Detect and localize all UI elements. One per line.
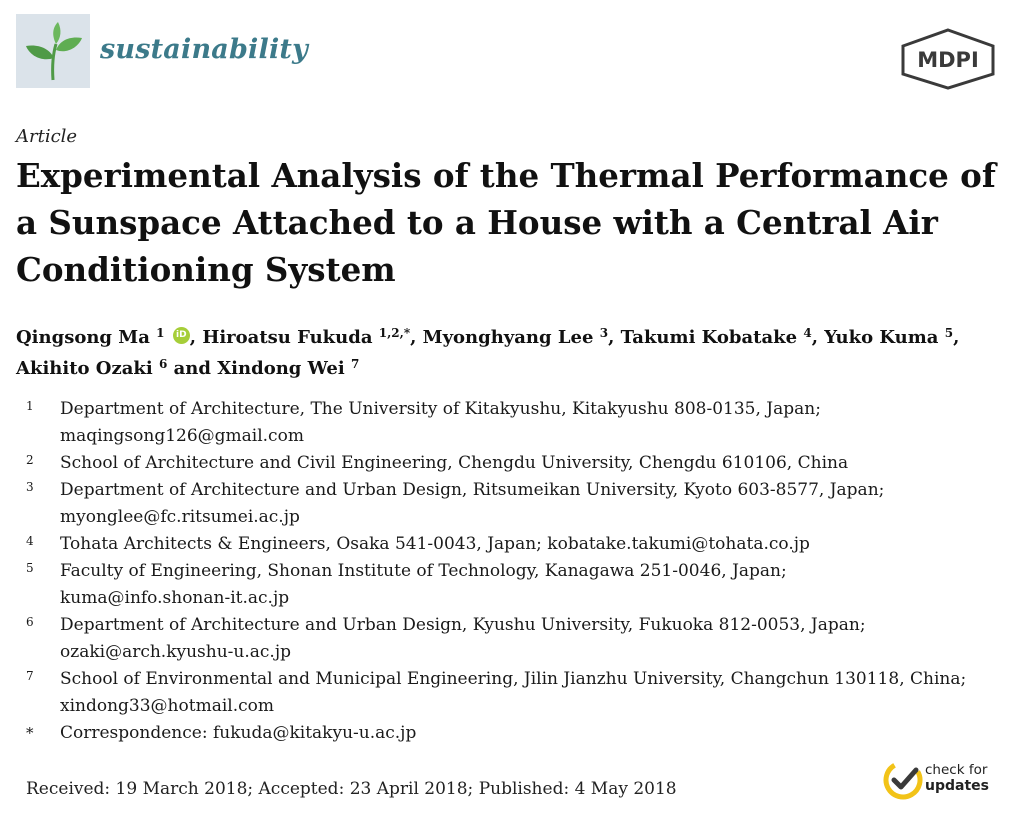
- affiliation-item: [0, 612, 1024, 666]
- affiliation-text: Department of Architecture, The University of Kitakyushu, Kitakyushu 808-0135, Japan;: [60, 399, 821, 419]
- affiliation-text: Faculty of Engineering, Shonan Institute of Technology, Kanagawa 251-0046, Japan;: [60, 561, 787, 581]
- affiliation-text: School of Environmental and Municipal Engineering, Jilin Jianzhu University, Changchun 130118, China;: [60, 669, 967, 689]
- affiliation-number: 1: [26, 399, 34, 413]
- author-affil-sup: 4: [803, 326, 812, 340]
- mdpi-logo: [898, 28, 998, 94]
- affiliation-number: 6: [26, 615, 34, 629]
- affiliation-item: [0, 396, 1024, 450]
- affiliation-email[interactable]: myonglee@fc.ritsumei.ac.jp: [60, 507, 300, 527]
- check-updates-line1: check for: [925, 762, 988, 778]
- affiliation-email[interactable]: xindong33@hotmail.com: [60, 696, 274, 716]
- affiliation-item: [0, 666, 1024, 720]
- affiliation-email[interactable]: kuma@info.shonan-it.ac.jp: [60, 588, 290, 608]
- authors-connector: and: [173, 358, 211, 379]
- affiliation-number: 2: [26, 453, 34, 467]
- publication-dates: Received: 19 March 2018; Accepted: 23 April 2018; Published: 4 May 2018: [26, 779, 677, 799]
- author-affil-sup: 1: [156, 326, 165, 340]
- affiliation-email[interactable]: maqingsong126@gmail.com: [60, 426, 304, 446]
- author-affil-sup: 6: [158, 357, 168, 371]
- author-name: Takumi Kobatake: [620, 327, 798, 348]
- paper-title: Experimental Analysis of the Thermal Performance of a Sunspace Attached to a House with a Central Air Conditioning System: [16, 156, 996, 289]
- check-updates-line2: updates: [925, 778, 989, 794]
- journal-name: sustainability: [100, 34, 308, 65]
- affiliation-item: [0, 558, 1024, 612]
- author-name: Yuko Kuma: [824, 327, 939, 348]
- affiliation-item: [0, 531, 1024, 558]
- affiliation-text: Tohata Architects & Engineers, Osaka 541-0043, Japan; kobatake.takumi@tohata.co.jp: [60, 534, 810, 554]
- author-affil-sup: 7: [350, 357, 360, 371]
- author-name: Qingsong Ma: [16, 327, 150, 348]
- correspondence-mark: *: [26, 724, 34, 742]
- publisher-name: MDPI: [917, 48, 979, 72]
- affiliation-number: 5: [26, 561, 34, 575]
- journal-header: [0, 0, 1024, 100]
- article-type: Article: [16, 126, 78, 147]
- check-icon: [883, 760, 923, 800]
- affiliation-list: [0, 396, 1024, 747]
- author-list: Qingsong Ma $^1$ iD , Hiroatsu Fukuda $^{1,2,*}$, Myonghyang Lee $^3$, Takumi Kobatake $^4$, Yuko Kuma $^5$, Akihito Ozaki $^6$ and Xindong Wei $^7$: [16, 326, 960, 379]
- author-name: Myonghyang Lee: [422, 327, 594, 348]
- leaf-icon: [16, 14, 90, 88]
- journal-logo: [16, 14, 90, 88]
- correspondence-text[interactable]: Correspondence: fukuda@kitakyu-u.ac.jp: [60, 723, 417, 743]
- author-affil-sup: 5: [944, 326, 954, 340]
- affiliation-email[interactable]: ozaki@arch.kyushu-u.ac.jp: [60, 642, 291, 662]
- author-affil-sup: 1,2,*: [378, 326, 411, 340]
- affiliation-text: School of Architecture and Civil Engineering, Chengdu University, Chengdu 610106, China: [60, 453, 849, 473]
- affiliation-item: [0, 477, 1024, 531]
- affiliation-text: Department of Architecture and Urban Design, Ritsumeikan University, Kyoto 603-8577, Japan;: [60, 480, 885, 500]
- author-affil-sup: 3: [599, 326, 609, 340]
- author-name: Xindong Wei: [217, 358, 345, 379]
- affiliation-text: Department of Architecture and Urban Design, Kyushu University, Fukuoka 812-0053, Japan;: [60, 615, 866, 635]
- orcid-icon[interactable]: iD: [173, 327, 190, 344]
- affiliation-number: 7: [26, 669, 34, 683]
- check-for-updates-badge[interactable]: [883, 760, 1003, 800]
- affiliation-number: 3: [26, 480, 34, 494]
- correspondence: [0, 720, 1024, 747]
- affiliation-item: [0, 450, 1024, 477]
- affiliation-number: 4: [26, 534, 34, 548]
- author-name: Hiroatsu Fukuda: [202, 327, 373, 348]
- author-name: Akihito Ozaki: [16, 358, 153, 379]
